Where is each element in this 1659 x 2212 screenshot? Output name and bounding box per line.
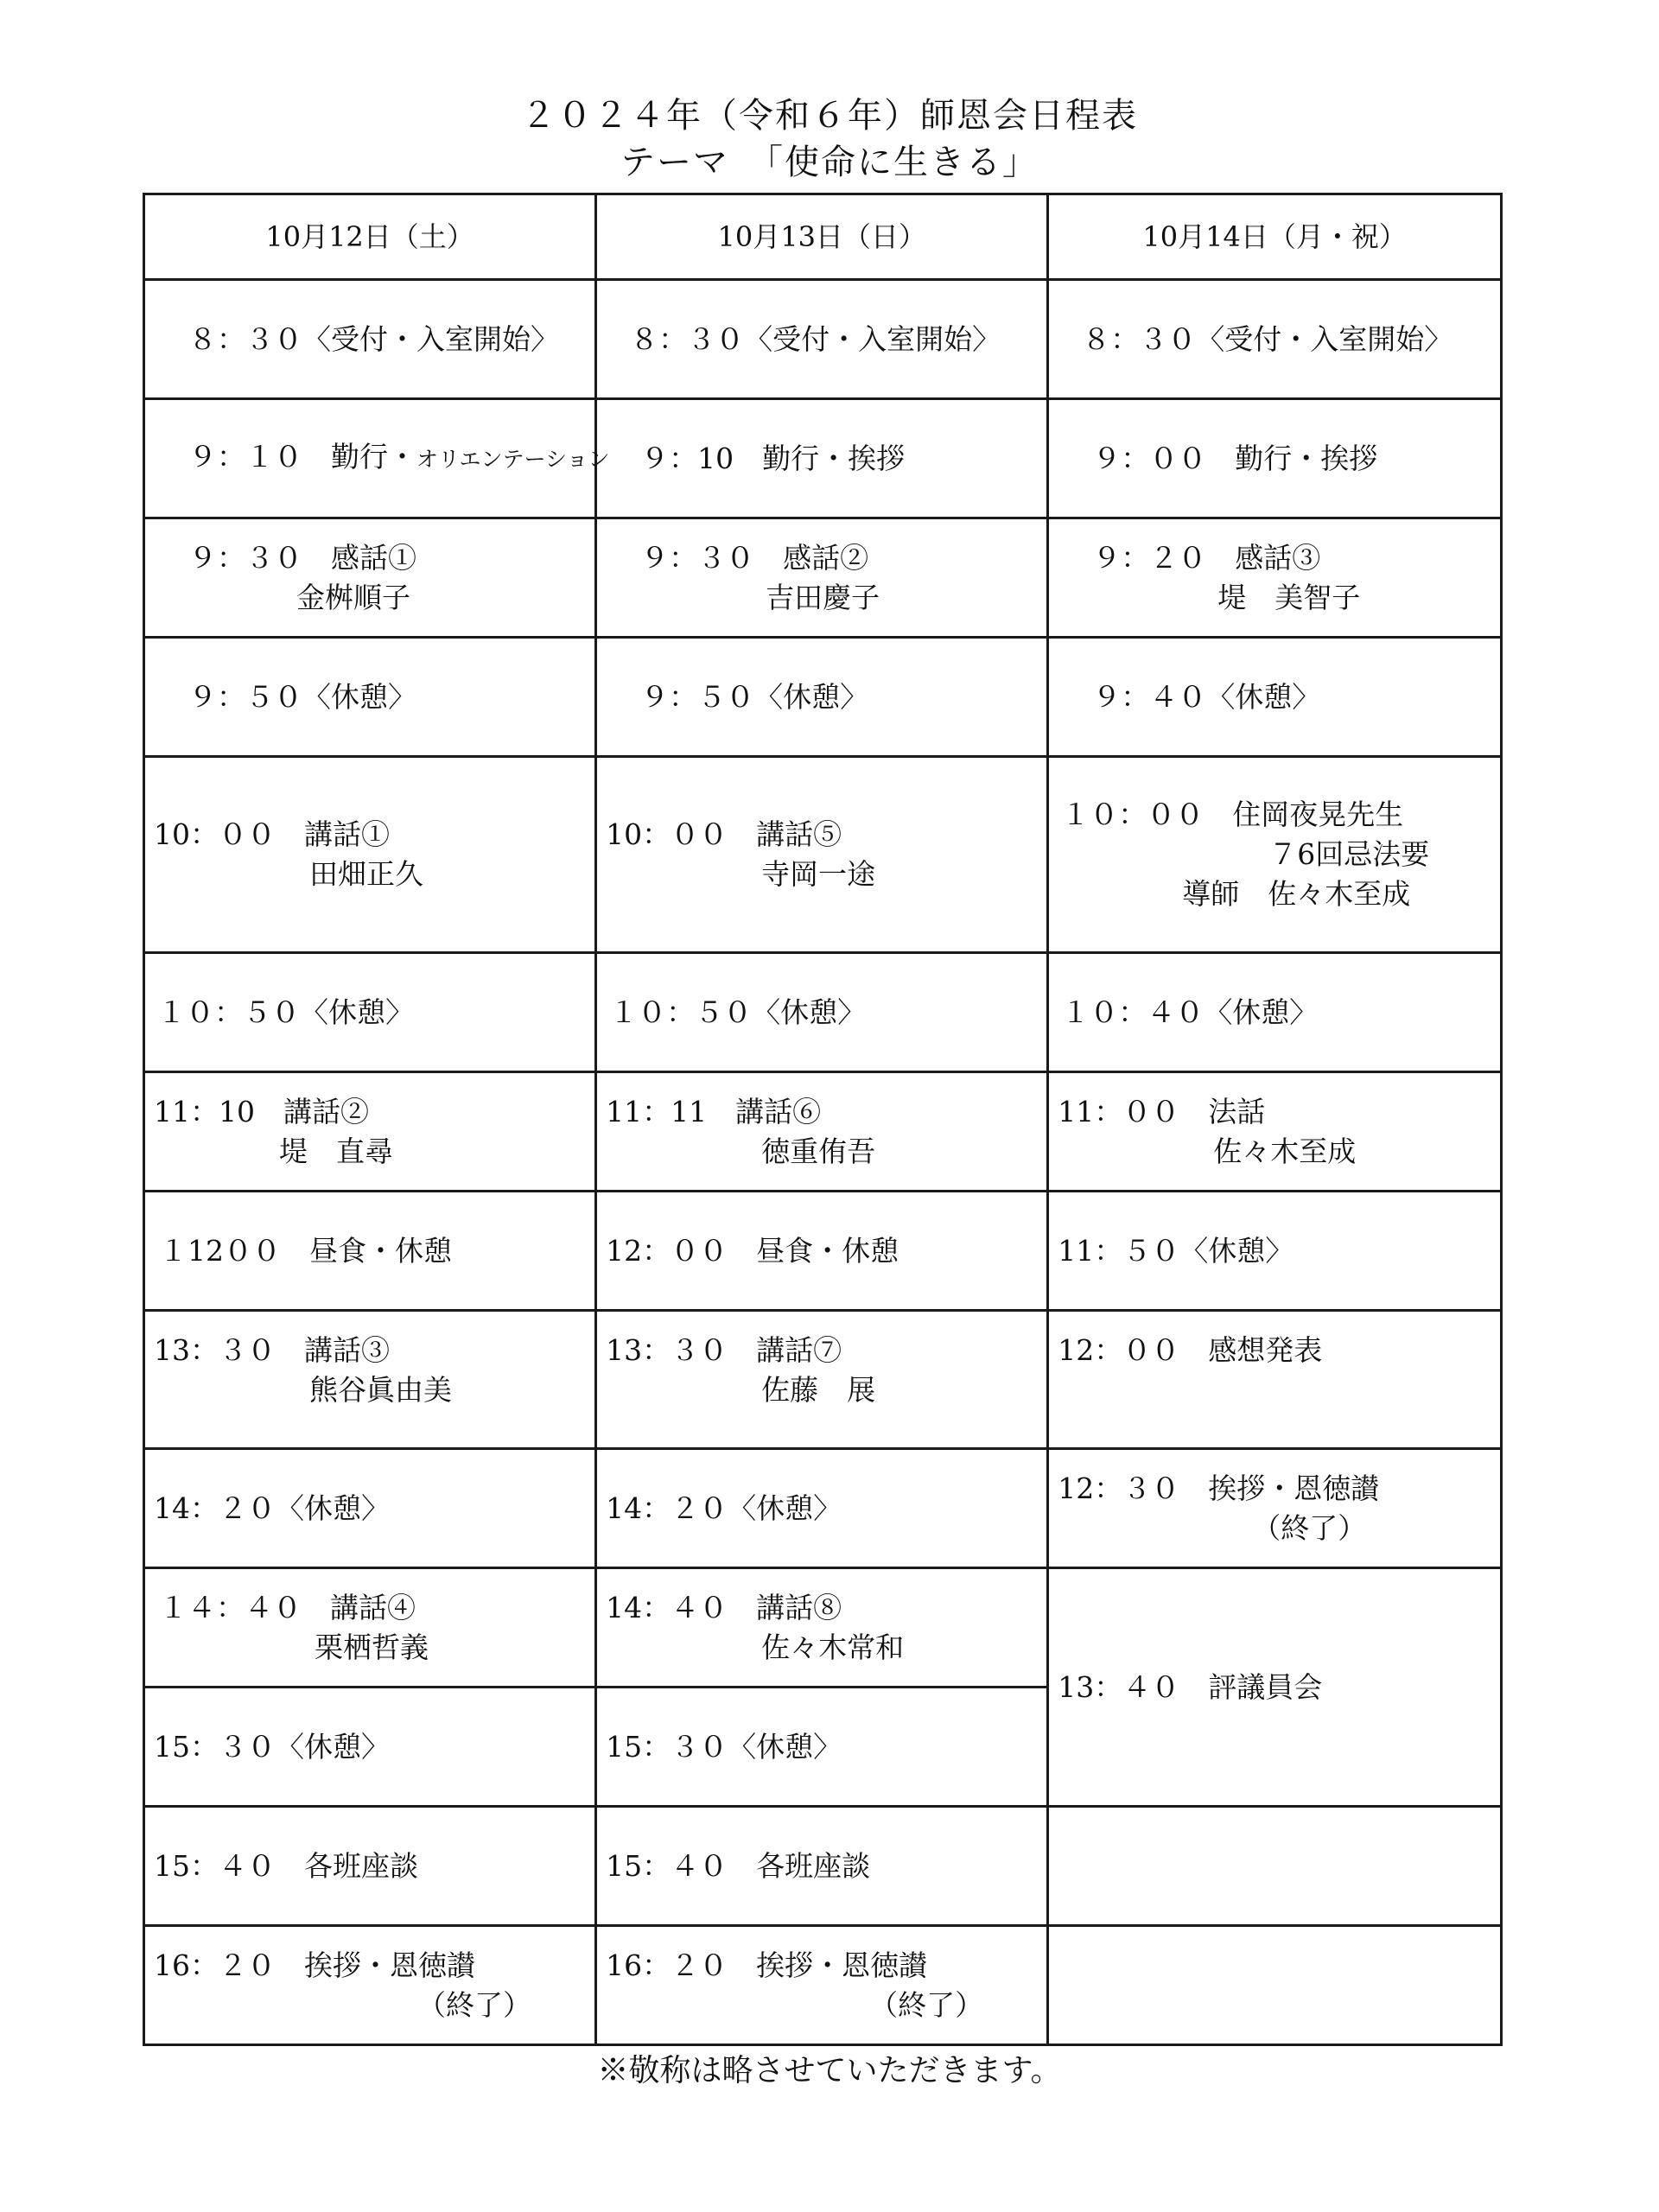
schedule-cell: ８：３０〈受付・入室開始〉 <box>596 280 1048 399</box>
schedule-cell: 16：２０ 挨拶・恩徳讃 （終了） <box>596 1926 1048 2045</box>
day1-header: 10月12日（土） <box>144 194 596 280</box>
schedule-cell: １０：００ 住岡夜晃先生 ７6回忌法要 導師 佐々木至成 <box>1048 757 1502 953</box>
schedule-cell <box>1048 1926 1502 2045</box>
table-row <box>144 1449 1502 1568</box>
document-theme: テーマ 「使命に生きる」 <box>620 143 1039 182</box>
document-title: ２０２４年（令和６年）師恩会日程表 <box>521 96 1138 136</box>
schedule-cell: 13：３０ 講話⑦ 佐藤 展 <box>596 1311 1048 1449</box>
table-row <box>144 1192 1502 1311</box>
schedule-cell: 12：３０ 挨拶・恩徳讃 （終了） <box>1048 1449 1502 1568</box>
schedule-cell: ９：３０ 感話① 金桝順子 <box>144 518 596 638</box>
schedule-cell: 12：００ 昼食・休憩 <box>596 1192 1048 1311</box>
table-row <box>144 953 1502 1072</box>
schedule-cell: 10：００ 講話⑤ 寺岡一途 <box>596 757 1048 953</box>
footnote: ※敬称は略させていただきます。 <box>597 2053 1062 2088</box>
day3-header: 10月14日（月・祝） <box>1048 194 1502 280</box>
header-row <box>144 194 1502 280</box>
schedule-cell: １４：４０ 講話④ 栗栖哲義 <box>144 1568 596 1688</box>
schedule-cell: 15：３０〈休憩〉 <box>144 1688 596 1807</box>
table-row <box>144 518 1502 638</box>
schedule-cell: 14：２０〈休憩〉 <box>144 1449 596 1568</box>
schedule-cell: 15：４０ 各班座談 <box>144 1807 596 1926</box>
schedule-cell: 11：５０〈休憩〉 <box>1048 1192 1502 1311</box>
schedule-cell: 11：００ 法話 佐々木至成 <box>1048 1072 1502 1192</box>
schedule-cell: ８：３０〈受付・入室開始〉 <box>1048 280 1502 399</box>
schedule-cell: 14：４０ 講話⑧ 佐々木常和 <box>596 1568 1048 1688</box>
schedule-cell: ９：２０ 感話③ 堤 美智子 <box>1048 518 1502 638</box>
schedule-cell: 14：２０〈休憩〉 <box>596 1449 1048 1568</box>
schedule-cell: ９：３０ 感話② 吉田慶子 <box>596 518 1048 638</box>
schedule-cell: １０：５０〈休憩〉 <box>596 953 1048 1072</box>
table-row <box>144 1807 1502 1926</box>
table-row <box>144 1311 1502 1449</box>
table-row <box>144 757 1502 953</box>
schedule-cell: ９：５０〈休憩〉 <box>596 638 1048 757</box>
schedule-cell: ９：４０〈休憩〉 <box>1048 638 1502 757</box>
schedule-cell: ９：１０ 勤行・オリエンテーション <box>144 399 596 518</box>
schedule-cell-merged: 13：４０ 評議員会 <box>1048 1568 1502 1807</box>
table-row <box>144 1072 1502 1192</box>
schedule-cell: 11：11 講話⑥ 徳重侑吾 <box>596 1072 1048 1192</box>
table-row <box>144 1926 1502 2045</box>
table-row <box>144 280 1502 399</box>
day2-header: 10月13日（日） <box>596 194 1048 280</box>
schedule-cell: ９：10 勤行・挨拶 <box>596 399 1048 518</box>
schedule-table <box>143 193 1503 2046</box>
schedule-cell: １０：４０〈休憩〉 <box>1048 953 1502 1072</box>
schedule-cell: １０：５０〈休憩〉 <box>144 953 596 1072</box>
schedule-cell: 10：００ 講話① 田畑正久 <box>144 757 596 953</box>
table-row <box>144 638 1502 757</box>
schedule-cell: １12００ 昼食・休憩 <box>144 1192 596 1311</box>
schedule-cell: 15：４０ 各班座談 <box>596 1807 1048 1926</box>
schedule-cell: 15：３０〈休憩〉 <box>596 1688 1048 1807</box>
schedule-cell: ８：３０〈受付・入室開始〉 <box>144 280 596 399</box>
schedule-cell: ９：５０〈休憩〉 <box>144 638 596 757</box>
schedule-cell: 12：００ 感想発表 <box>1048 1311 1502 1449</box>
table-row <box>144 399 1502 518</box>
schedule-cell: 13：３０ 講話③ 熊谷眞由美 <box>144 1311 596 1449</box>
schedule-cell: 16：２０ 挨拶・恩徳讃 （終了） <box>144 1926 596 2045</box>
table-row <box>144 1568 1502 1688</box>
schedule-cell <box>1048 1807 1502 1926</box>
schedule-cell: 11：10 講話② 堤 直尋 <box>144 1072 596 1192</box>
schedule-cell: ９：００ 勤行・挨拶 <box>1048 399 1502 518</box>
